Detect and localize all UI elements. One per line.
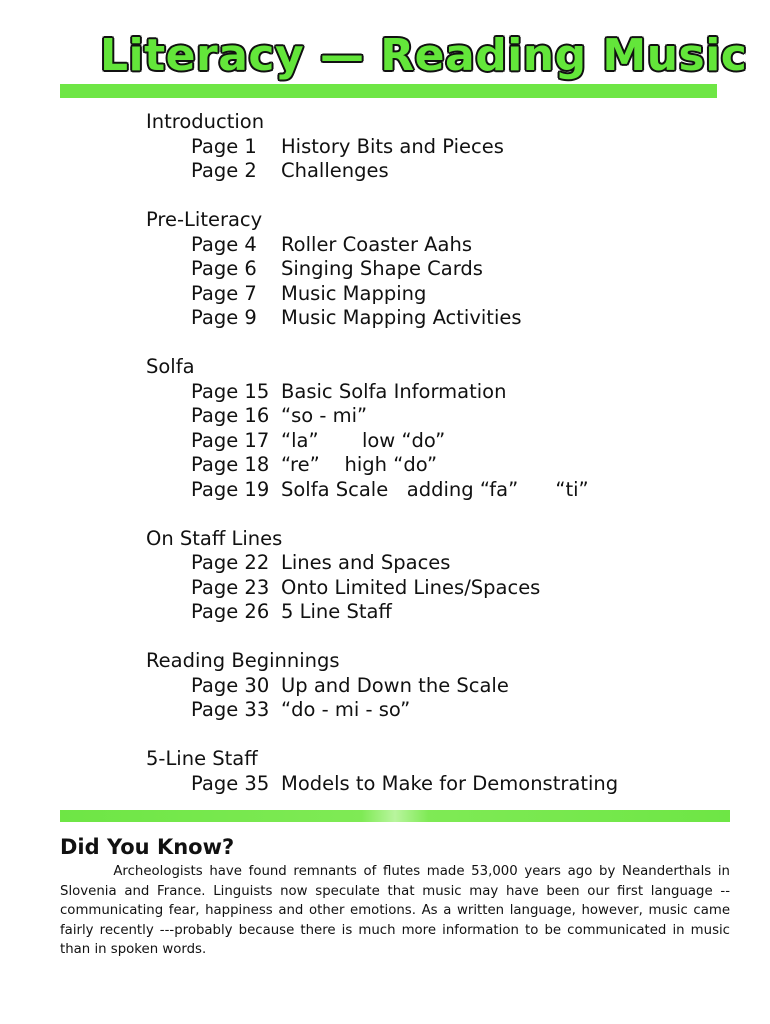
section-heading: Pre-Literacy: [146, 208, 263, 231]
entry-title: Solfa Scale adding “fa” “ti”: [281, 477, 589, 501]
toc-entry: [146, 404, 666, 429]
entry-page: Page 4: [191, 232, 257, 256]
entry-page: Page 18: [191, 453, 270, 476]
toc-entry: [146, 600, 666, 625]
entry-page: Page 15: [191, 379, 270, 403]
toc-entry: [146, 772, 666, 797]
section-divider: [60, 810, 730, 822]
toc-entry: [146, 233, 666, 258]
entry-page: Page 1: [191, 134, 257, 158]
toc-entry: [146, 674, 666, 699]
did-you-know-body: Archeologists have found remnants of flutes made 53,000 years ago by Neanderthals in Slovenia and France. Linguists now speculate that music may have been our first language -- communicating fear, happiness and other emotions. As a written language, however, music came fairly recently ---probably because there is much more information to be communicated in music than in spoken words.: [60, 864, 730, 957]
table-of-contents: [146, 110, 666, 821]
entry-page: Page 17: [191, 428, 270, 452]
entry-page: Page 16: [191, 404, 270, 427]
entry-page: Page 30: [191, 673, 270, 697]
entry-title: “do - mi - so”: [281, 698, 411, 721]
toc-entry: [146, 429, 666, 454]
entry-page: Page 33: [191, 698, 270, 721]
entry-page: Page 7: [191, 281, 257, 305]
entry-title: “re” high “do”: [281, 453, 438, 476]
entry-page: Page 9: [191, 306, 257, 329]
section-heading: On Staff Lines: [146, 526, 283, 550]
entry-title: Challenges: [281, 159, 389, 182]
entry-title: Onto Limited Lines/Spaces: [281, 575, 541, 599]
section-heading: 5-Line Staff: [146, 747, 258, 770]
entry-title: Music Mapping Activities: [281, 306, 522, 329]
entry-title: Up and Down the Scale: [281, 673, 509, 697]
entry-page: Page 19: [191, 477, 270, 501]
entry-title: Music Mapping: [281, 281, 427, 305]
section-heading: Introduction: [146, 110, 265, 133]
toc-section: [146, 208, 666, 331]
section-heading: Reading Beginnings: [146, 649, 340, 672]
toc-entry: [146, 282, 666, 307]
entry-title: Singing Shape Cards: [281, 257, 483, 280]
entry-page: Page 35: [191, 771, 270, 795]
toc-entry: [146, 380, 666, 405]
entry-title: Lines and Spaces: [281, 551, 451, 574]
toc-entry: [146, 159, 666, 184]
toc-entry: [146, 306, 666, 331]
toc-entry: [146, 478, 666, 503]
entry-page: Page 26: [191, 600, 270, 623]
toc-section: [146, 649, 666, 723]
toc-entry: [146, 551, 666, 576]
section-heading: Solfa: [146, 355, 195, 378]
toc-section: [146, 747, 666, 796]
entry-title: Roller Coaster Aahs: [281, 232, 472, 256]
entry-page: Page 2: [191, 159, 257, 182]
page-title: Literacy — Reading Music: [100, 30, 748, 81]
entry-title: Models to Make for Demonstrating: [281, 771, 619, 795]
toc-section: [146, 110, 666, 184]
entry-page: Page 22: [191, 551, 270, 574]
entry-title: “so - mi”: [281, 404, 368, 427]
did-you-know-heading: Did You Know?: [60, 835, 235, 859]
title-underline-bar: [60, 84, 717, 98]
toc-section: [146, 527, 666, 625]
entry-title: History Bits and Pieces: [281, 134, 504, 158]
toc-entry: [146, 698, 666, 723]
toc-entry: [146, 453, 666, 478]
entry-title: 5 Line Staff: [281, 600, 392, 623]
entry-title: Basic Solfa Information: [281, 379, 507, 403]
toc-section: [146, 355, 666, 502]
toc-entry: [146, 135, 666, 160]
entry-page: Page 6: [191, 257, 257, 280]
entry-title: “la” low “do”: [281, 428, 446, 452]
toc-entry: [146, 257, 666, 282]
toc-entry: [146, 576, 666, 601]
entry-page: Page 23: [191, 575, 270, 599]
